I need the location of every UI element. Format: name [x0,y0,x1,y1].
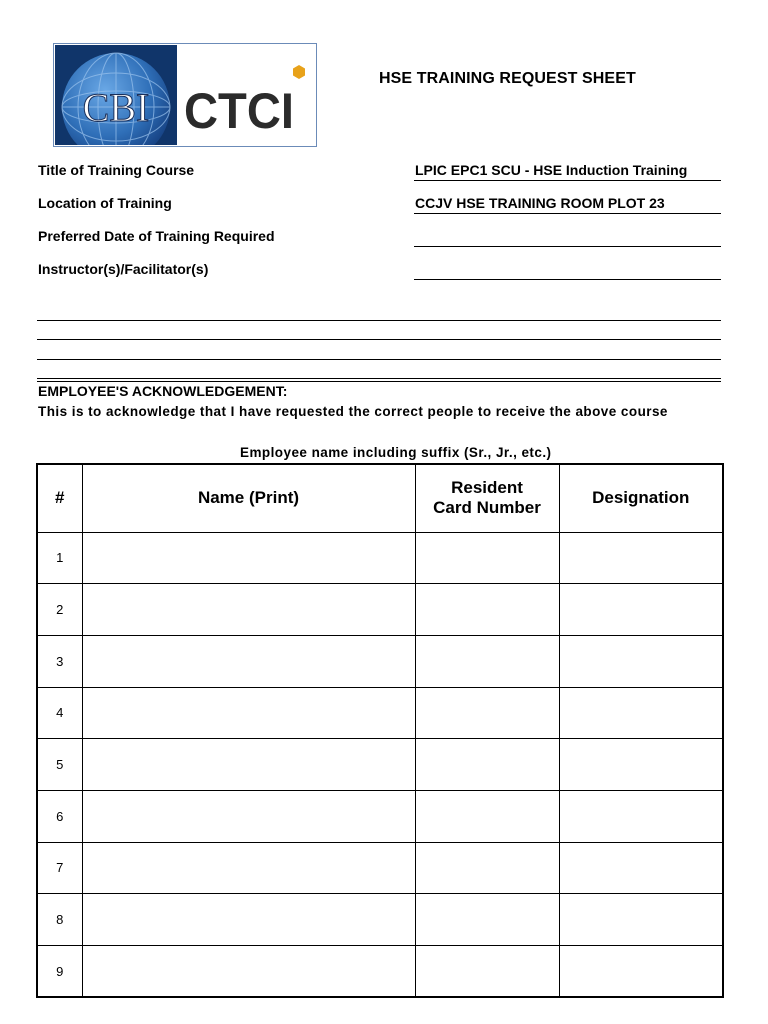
table-row [37,739,723,791]
designation-cell[interactable] [559,532,723,584]
header-resident-card-label: Resident Card Number [433,478,541,518]
table-row [37,842,723,894]
table-row [37,635,723,687]
row-number: 2 [37,584,82,636]
ctci-logo [182,50,314,142]
note-line[interactable] [37,359,721,360]
row-number: 9 [37,946,82,998]
note-line[interactable] [37,339,721,340]
designation-cell[interactable] [559,842,723,894]
row-number: 6 [37,790,82,842]
company-logo [53,43,317,147]
name-cell[interactable] [82,687,415,739]
resident-card-cell[interactable] [415,790,559,842]
training-course-label: Title of Training Course [38,162,195,178]
designation-cell[interactable] [559,946,723,998]
resident-card-cell[interactable] [415,894,559,946]
table-row [37,790,723,842]
designation-cell[interactable] [559,790,723,842]
table-row [37,532,723,584]
name-cell[interactable] [82,894,415,946]
hexagon-icon [293,65,305,79]
name-cell[interactable] [82,739,415,791]
name-cell[interactable] [82,532,415,584]
header-designation: Designation [559,464,723,532]
row-number: 5 [37,739,82,791]
section-divider [37,381,721,382]
cbi-globe-icon [55,45,177,145]
row-number: 1 [37,532,82,584]
resident-card-cell[interactable] [415,687,559,739]
name-cell[interactable] [82,635,415,687]
header-resident-card [415,464,559,532]
employee-table [36,463,724,998]
cbi-logo [55,45,177,145]
name-cell[interactable] [82,946,415,998]
name-cell[interactable] [82,842,415,894]
name-cell[interactable] [82,584,415,636]
instructor-label: Instructor(s)/Facilitator(s) [38,261,209,277]
ctci-logo-text: CTCI [184,83,294,139]
row-number: 3 [37,635,82,687]
resident-card-cell[interactable] [415,739,559,791]
table-body [37,532,723,997]
resident-card-cell[interactable] [415,532,559,584]
resident-card-cell[interactable] [415,946,559,998]
table-row [37,584,723,636]
document-title: HSE TRAINING REQUEST SHEET [379,70,636,87]
cbi-logo-text: CBI [82,85,150,130]
instructor-field[interactable] [414,260,721,280]
preferred-date-field[interactable] [414,227,721,247]
table-caption: Employee name including suffix (Sr., Jr., etc.) [240,445,552,460]
resident-card-cell[interactable] [415,584,559,636]
name-cell[interactable] [82,790,415,842]
row-number: 8 [37,894,82,946]
table-header-row [37,464,723,532]
header-number: # [37,464,82,532]
designation-cell[interactable] [559,584,723,636]
designation-cell[interactable] [559,894,723,946]
training-location-label: Location of Training [38,195,172,211]
table-row [37,894,723,946]
training-course-field[interactable]: LPIC EPC1 SCU - HSE Induction Training [414,161,721,181]
training-location-field[interactable]: CCJV HSE TRAINING ROOM PLOT 23 [414,194,721,214]
header-name: Name (Print) [82,464,415,532]
acknowledgement-text: This is to acknowledge that I have requested the correct people to receive the above course [38,404,668,419]
acknowledgement-heading: EMPLOYEE'S ACKNOWLEDGEMENT: [38,383,288,399]
row-number: 7 [37,842,82,894]
note-line[interactable] [37,320,721,321]
resident-card-cell[interactable] [415,842,559,894]
designation-cell[interactable] [559,739,723,791]
section-divider [37,378,721,379]
table-row [37,687,723,739]
resident-card-cell[interactable] [415,635,559,687]
row-number: 4 [37,687,82,739]
ctci-mark-icon [182,50,314,142]
designation-cell[interactable] [559,635,723,687]
designation-cell[interactable] [559,687,723,739]
preferred-date-label: Preferred Date of Training Required [38,228,275,244]
table-row [37,946,723,998]
